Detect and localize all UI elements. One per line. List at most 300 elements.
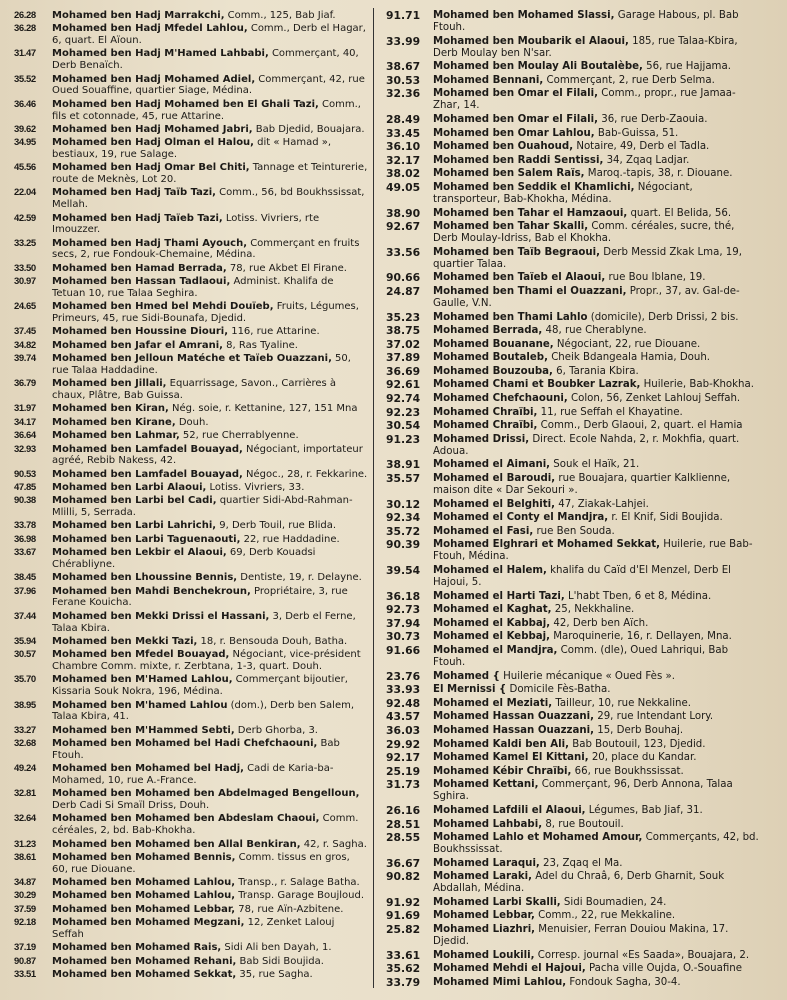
directory-entry <box>386 858 762 870</box>
directory-entry <box>14 534 368 546</box>
entry-name: Mohamed ben Salem Raïs, <box>433 168 585 180</box>
entry-name: Mohamed el Conty el Mandjra, <box>433 512 609 524</box>
entry-name: Mohamed ben Mohamed Rehani, <box>52 955 237 967</box>
phone-number: 38.90 <box>386 206 421 220</box>
directory-entry <box>386 141 762 153</box>
entry-details: Comm. céréales, sucre, thé, Derb Moulay-Idriss, Bab el Khokha. <box>433 221 735 245</box>
entry-text <box>433 312 762 324</box>
phone-number: 92.74 <box>386 392 421 406</box>
entry-text <box>433 631 762 643</box>
phone-number: 91.66 <box>386 643 421 657</box>
entry-text <box>52 674 368 698</box>
directory-entry <box>14 956 368 968</box>
entry-name: Mohamed Elghrari et Mohamed Sekkat, <box>433 539 660 551</box>
directory-entry <box>14 852 368 876</box>
directory-entry <box>386 420 762 432</box>
entry-details: quartier Sidi-Abd-Rahman-Mlilli, 5, Serrada. <box>52 495 353 519</box>
phone-number: 23.76 <box>386 669 421 683</box>
entry-details: Bab Djedid, Bouajara. <box>252 123 365 135</box>
directory-entry <box>386 604 762 616</box>
entry-text <box>433 963 762 975</box>
entry-name: Mohamed el Kabbaj, <box>433 617 551 629</box>
phone-number: 35.62 <box>386 962 421 976</box>
phone-number: 36.69 <box>386 364 421 378</box>
entry-text <box>52 213 368 237</box>
directory-entry <box>14 813 368 837</box>
entry-details: Bab-Guissa, 51. <box>594 127 679 139</box>
directory-entry <box>386 61 762 73</box>
entry-text <box>52 495 368 519</box>
directory-entry <box>386 312 762 324</box>
entry-details: Comm., propr., rue Jamaa-Zhar, 14. <box>433 88 736 112</box>
entry-text <box>52 99 368 123</box>
entry-text <box>433 434 762 458</box>
entry-name: Mohamed ben Omar el Filali, <box>433 113 598 125</box>
entry-details: Comm., Derb el Hagar, 6, quart. El Aïoun. <box>52 23 366 47</box>
entry-name: Mohamed ben Jelloun Matéche et Taïeb Ouazzani, <box>52 353 332 365</box>
directory-entry <box>14 788 368 812</box>
entry-name: Mohamed ben Jillali, <box>52 378 167 390</box>
entry-name: Mohamed ben Hadj Mohamed ben El Ghali Tazi, <box>52 98 319 110</box>
entry-text <box>52 547 368 571</box>
directory-entry <box>14 877 368 889</box>
entry-details: 66, rue Boukhssissat. <box>571 765 684 777</box>
entry-details: 22, rue Haddadine. <box>240 533 340 545</box>
directory-entry <box>14 649 368 673</box>
entry-name: El Mernissi { <box>433 684 507 696</box>
phone-number: 24.87 <box>386 284 421 298</box>
directory-entry <box>386 512 762 524</box>
entry-name: Mohamed Loukili, <box>433 949 535 961</box>
right-column <box>386 10 762 990</box>
entry-text <box>52 10 368 22</box>
entry-name: Mohamed ben Larbi bel Cadi, <box>52 495 217 507</box>
entry-text <box>52 48 368 72</box>
directory-entry <box>14 263 368 275</box>
entry-details: Domicile Fès-Batha. <box>506 684 611 696</box>
phone-number: 90.66 <box>386 271 421 285</box>
directory-entry <box>386 473 762 497</box>
entry-name: Mohamed el Halem, <box>433 565 547 576</box>
entry-details: 29, rue Intendant Lory. <box>593 711 714 723</box>
phone-number: 90.87 <box>14 955 36 967</box>
phone-number: 39.62 <box>14 123 36 135</box>
directory-entry <box>386 10 762 34</box>
directory-entry <box>386 325 762 337</box>
directory-entry <box>14 572 368 584</box>
phone-number: 32.36 <box>386 87 421 101</box>
entry-text <box>52 162 368 186</box>
entry-details: 8, Ras Tyaline. <box>222 339 298 351</box>
entry-details: 34, Zqaq Ladjar. <box>603 154 690 166</box>
phone-number: 30.12 <box>386 497 421 511</box>
entry-text <box>433 805 762 817</box>
entry-name: Mohamed ben Houssine Diouri, <box>52 326 229 338</box>
entry-details: L'habt Tben, 6 et 8, Médina. <box>564 590 712 602</box>
entry-name: Mohamed ben Hadj M'Hamed Lahbabi, <box>52 48 269 60</box>
phone-number: 33.79 <box>386 975 421 989</box>
phone-number: 45.56 <box>14 162 36 174</box>
entry-text <box>433 539 762 563</box>
entry-details: Cheik Bdangeala Hamia, Douh. <box>547 352 711 364</box>
phone-number: 33.61 <box>386 948 421 962</box>
entry-details: 48, rue Cherablyne. <box>542 325 647 337</box>
phone-number: 32.68 <box>14 738 36 750</box>
entry-text <box>52 725 368 737</box>
phone-number: 34.82 <box>14 339 36 351</box>
entry-text <box>433 910 762 922</box>
entry-text <box>52 839 368 851</box>
entry-details: Lotiss. Vivriers, rte Imouzzer. <box>52 212 320 236</box>
entry-text <box>52 482 368 494</box>
directory-entry <box>386 698 762 710</box>
directory-entry <box>14 495 368 519</box>
directory-entry <box>386 565 762 589</box>
entry-name: Mohamed Mimi Lahlou, <box>433 976 567 988</box>
entry-name: Mohamed ben Hadj Mfedel Lahlou, <box>52 23 248 35</box>
entry-name: Mohamed Hassan Ouazzani, <box>433 724 594 736</box>
entry-text <box>52 263 368 275</box>
phone-number: 34.17 <box>14 416 36 428</box>
phone-number: 36.64 <box>14 430 36 442</box>
entry-name: Mohamed el Meziati, <box>433 697 553 709</box>
entry-text <box>52 187 368 211</box>
entry-name: Mohamed ben Mohamed bel Hadj, <box>52 763 244 775</box>
entry-details: Tailleur, 10, rue Nekkaline. <box>552 697 692 709</box>
directory-entry <box>14 725 368 737</box>
entry-name: Mohamed ben Mohamed Rais, <box>52 942 222 954</box>
entry-details: Bab Ftouh. <box>52 738 340 761</box>
entry-text <box>433 221 762 245</box>
entry-name: Mohamed ben Mohamed ben Abdelmaged Bengelloun, <box>52 788 360 800</box>
entry-details: Maroquinerie, 16, r. Dellayen, Mna. <box>550 631 732 643</box>
entry-text <box>433 155 762 167</box>
directory-entry <box>14 403 368 415</box>
directory-entry <box>14 839 368 851</box>
directory-entry <box>386 182 762 206</box>
entry-text <box>433 366 762 378</box>
entry-details: Fruits, Légumes, Primeurs, 45, rue Sidi-Bounafa, Djedid. <box>52 301 359 325</box>
phone-number: 92.18 <box>14 917 36 929</box>
entry-details: Commerçant, 40, Derb Benaïch. <box>52 48 359 72</box>
entry-name: Mohamed ben Taïb Begraoui, <box>433 246 600 258</box>
directory-entry <box>386 924 762 948</box>
phone-number: 30.97 <box>14 276 36 288</box>
directory-entry <box>386 208 762 220</box>
entry-details: Derb Messid Zkak Lma, 19, quartier Talaa. <box>433 246 743 270</box>
phone-number: 22.04 <box>14 187 36 199</box>
directory-entry <box>14 917 368 941</box>
phone-number: 92.73 <box>386 603 421 617</box>
directory-entry <box>386 977 762 989</box>
directory-entry <box>386 114 762 126</box>
entry-details: 8, rue Boutouil. <box>542 818 624 830</box>
phone-number: 33.50 <box>14 262 36 274</box>
phone-number: 33.93 <box>386 683 421 697</box>
entry-text <box>52 238 368 262</box>
entry-name: Mohamed el Belghiti, <box>433 498 556 510</box>
phone-number: 38.95 <box>14 699 36 711</box>
directory-entry <box>14 904 368 916</box>
entry-text <box>433 725 762 737</box>
phone-number: 92.67 <box>386 220 421 234</box>
entry-text <box>52 586 368 610</box>
entry-text <box>433 684 762 696</box>
directory-entry <box>386 155 762 167</box>
directory-entry <box>14 890 368 902</box>
entry-name: Mohamed ben Hadj Mohamed Adiel, <box>52 73 256 85</box>
entry-text <box>52 469 368 481</box>
entry-name: Mohamed ben Moubarik el Alaoui, <box>433 35 629 47</box>
entry-name: Mohamed Larbi Skalli, <box>433 896 561 908</box>
directory-entry <box>14 469 368 481</box>
entry-details: Pacha ville Oujda, O.-Souafine <box>585 963 743 975</box>
entry-details: 52, rue Cherrablyenne. <box>179 430 299 442</box>
entry-name: Mohamed ben Mohamed ben Allal Benkiran, <box>52 838 301 850</box>
entry-name: Mohamed el Baroudi, <box>433 473 556 485</box>
phone-number: 35.94 <box>14 635 36 647</box>
phone-number: 31.97 <box>14 403 36 415</box>
phone-number: 38.45 <box>14 572 36 584</box>
directory-entry <box>14 636 368 648</box>
entry-details: 42, r. Sagha. <box>300 838 367 850</box>
entry-name: Mohamed ben Mfedel Bouayad, <box>52 649 230 661</box>
entry-details: Cadi de Karia-ba-Mohamed, 10, rue A.-France. <box>52 763 334 786</box>
entry-name: Mohamed ben Mohamed Sekkat, <box>52 968 237 980</box>
entry-name: Mohamed ben Mohamed Lebbar, <box>52 903 236 915</box>
directory-entry <box>14 763 368 787</box>
directory-entry <box>386 168 762 180</box>
entry-text <box>52 353 368 377</box>
entry-details: Commerçant, 42, rue Oued Souaffine, quartier Siage, Médina. <box>52 73 365 97</box>
entry-details: Comm., 22, rue Mekkaline. <box>534 910 676 922</box>
entry-text <box>433 420 762 432</box>
entry-details: Nég. soie, r. Kettanine, 127, 151 Mna <box>168 403 358 415</box>
directory-entry <box>386 499 762 511</box>
phone-number: 90.39 <box>386 538 421 552</box>
directory-entry <box>386 671 762 683</box>
entry-text <box>433 272 762 284</box>
phone-number: 31.23 <box>14 838 36 850</box>
phone-number: 91.92 <box>386 895 421 909</box>
entry-text <box>52 813 368 837</box>
entry-text <box>433 871 762 895</box>
directory-entry <box>386 88 762 112</box>
entry-text <box>433 247 762 271</box>
entry-text <box>52 124 368 136</box>
phone-number: 37.59 <box>14 903 36 915</box>
entry-details: Comm. céréales, 2, bd. Bab-Khokha. <box>52 813 359 837</box>
phone-number: 33.25 <box>14 237 36 249</box>
directory-entry <box>14 520 368 532</box>
entry-details: (dom.), Derb ben Salem, Talaa Kbira, 41. <box>52 699 355 723</box>
entry-name: Mohamed el Fasi, <box>433 525 534 537</box>
entry-name: Mohamed ben Seddik el Khamlichi, <box>433 181 635 193</box>
entry-text <box>433 671 762 683</box>
entry-text <box>52 23 368 47</box>
directory-entry <box>386 459 762 471</box>
directory-entry <box>386 752 762 764</box>
entry-name: Mohamed Lahlo et Mohamed Amour, <box>433 832 643 844</box>
entry-details: Négociant, 22, rue Diouane. <box>553 338 701 350</box>
entry-name: Mohamed ben Larbi Lahrichi, <box>52 520 217 532</box>
directory-entry <box>14 340 368 352</box>
directory-entry <box>386 950 762 962</box>
entry-details: Transp. Garage Boujloud. <box>235 890 365 902</box>
entry-text <box>52 340 368 352</box>
entry-details: Huilerie mécanique « Oued Fès ». <box>499 670 675 682</box>
phone-number: 91.69 <box>386 909 421 923</box>
entry-text <box>433 114 762 126</box>
entry-text <box>433 499 762 511</box>
directory-entry <box>386 711 762 723</box>
entry-text <box>433 379 762 391</box>
entry-details: Souk el Haïk, 21. <box>550 459 640 471</box>
entry-name: Mohamed el Aimani, <box>433 459 551 471</box>
phone-number: 35.23 <box>386 310 421 324</box>
phone-number: 30.57 <box>14 649 36 661</box>
entry-details: Derb Ghorba, 3. <box>234 724 318 736</box>
entry-details: 3, Derb el Ferne, Talaa Kbira. <box>52 610 356 634</box>
phone-number: 28.55 <box>386 831 421 845</box>
phone-number: 25.19 <box>386 764 421 778</box>
entry-details: Lotiss. Vivriers, 33. <box>206 481 305 493</box>
directory-entry <box>14 137 368 161</box>
phone-number: 36.10 <box>386 140 421 154</box>
entry-text <box>433 182 762 206</box>
phone-number: 37.94 <box>386 616 421 630</box>
entry-text <box>433 352 762 364</box>
directory-entry <box>386 766 762 778</box>
phone-number: 31.73 <box>386 778 421 792</box>
entry-details: 185, rue Talaa-Kbira, Derb Moulay ben N'sar. <box>433 35 738 59</box>
entry-details: (domicile), Derb Drissi, 2 bis. <box>587 311 739 323</box>
directory-entry <box>14 213 368 237</box>
directory-entry <box>386 539 762 563</box>
entry-name: Mohamed ben Hassan Tadlaoui, <box>52 276 231 288</box>
entry-details: Notaire, 49, Derb el Tadla. <box>573 141 710 153</box>
directory-entry <box>386 272 762 284</box>
phone-number: 33.27 <box>14 724 36 736</box>
entry-details: 69, Derb Kouadsi Chérabliyne. <box>52 547 316 570</box>
entry-text <box>433 924 762 948</box>
phone-number: 37.89 <box>386 351 421 365</box>
directory-entry <box>386 819 762 831</box>
entry-details: 78, rue Akbet El Firane. <box>226 262 347 274</box>
entry-name: Mohamed ben Mohamed Lahlou, <box>52 890 236 902</box>
entry-text <box>433 698 762 710</box>
entry-name: Mohamed ben Thami el Ouazzani, <box>433 285 627 297</box>
entry-text <box>52 378 368 402</box>
entry-name: Mohamed ben Tahar el Hamzaoui, <box>433 207 628 219</box>
entry-name: Mohamed Lahbabi, <box>433 818 543 830</box>
entry-details: 50, rue Talaa Haddadine. <box>52 353 351 376</box>
phone-number: 36.79 <box>14 378 36 390</box>
directory-entry <box>386 910 762 922</box>
entry-details: Comm., fils et cotonnade, 45, rue Attarine. <box>52 98 361 122</box>
entry-text <box>52 877 368 889</box>
entry-text <box>433 393 762 405</box>
entry-name: Mohamed ben Hadj Marrakchi, <box>52 10 225 21</box>
directory-entry <box>386 832 762 856</box>
entry-details: 23, Zqaq el Ma. <box>539 857 623 869</box>
directory-entry <box>14 942 368 954</box>
phone-number: 38.75 <box>386 324 421 338</box>
phone-number: 35.57 <box>386 472 421 486</box>
entry-details: Derb Cadi Si Smaïl Driss, Douh. <box>52 800 210 812</box>
directory-entry <box>386 75 762 87</box>
entry-name: Mohamed Drissi, <box>433 433 530 445</box>
phone-number: 37.45 <box>14 326 36 338</box>
phone-number: 49.05 <box>386 180 421 194</box>
entry-details: 12, Zenket Lalouj Seffah <box>52 917 335 940</box>
phone-number: 91.71 <box>386 9 421 22</box>
entry-text <box>433 168 762 180</box>
entry-name: Mohamed Liazhri, <box>433 924 536 936</box>
entry-details: Légumes, Bab Jiaf, 31. <box>585 804 703 816</box>
phone-number: 36.98 <box>14 533 36 545</box>
entry-details: Dentiste, 19, r. Delayne. <box>237 572 362 584</box>
entry-name: Mohamed ben Raddi Sentissi, <box>433 154 604 166</box>
directory-entry <box>386 407 762 419</box>
entry-name: Mohamed ben M'hamed Lahlou <box>52 699 228 711</box>
entry-details: Equarrissage, Savon., Carrières à chaux, Plâtre, Bab Guissa. <box>52 378 337 402</box>
phone-number: 38.67 <box>386 60 421 74</box>
entry-text <box>52 852 368 876</box>
phone-number: 47.85 <box>14 481 36 493</box>
directory-entry <box>14 547 368 571</box>
entry-name: Mohamed ben Larbi Taguenaouti, <box>52 533 241 545</box>
phone-number: 25.82 <box>386 923 421 937</box>
phone-number: 33.45 <box>386 126 421 140</box>
phone-number: 37.44 <box>14 610 36 622</box>
phone-number: 37.02 <box>386 337 421 351</box>
entry-name: Mohamed ben Mohamed bel Hadi Chefchaouni, <box>52 738 318 750</box>
directory-entry <box>386 366 762 378</box>
phone-number: 36.67 <box>386 856 421 870</box>
directory-entry <box>386 339 762 351</box>
entry-name: Mohamed ben Hadj Omar Bel Chiti, <box>52 162 250 174</box>
phone-number: 38.61 <box>14 851 36 863</box>
directory-entry <box>386 897 762 909</box>
phone-number: 42.59 <box>14 212 36 224</box>
directory-entry <box>386 645 762 669</box>
phone-number: 29.92 <box>386 737 421 751</box>
phone-number: 33.56 <box>386 245 421 259</box>
entry-text <box>52 738 368 762</box>
entry-name: Mohamed Hassan Ouazzani, <box>433 711 594 723</box>
entry-text <box>433 10 762 34</box>
directory-entry <box>14 23 368 47</box>
phone-number: 39.54 <box>386 564 421 577</box>
entry-text <box>433 339 762 351</box>
entry-text <box>433 752 762 764</box>
entry-name: Mohamed Bennani, <box>433 74 544 86</box>
entry-name: Mohamed Kébir Chraïbi, <box>433 765 572 777</box>
directory-entry <box>386 739 762 751</box>
phone-number: 35.72 <box>386 524 421 538</box>
entry-text <box>433 858 762 870</box>
entry-name: Mohamed ben Mohamed Slassi, <box>433 10 615 21</box>
entry-text <box>433 766 762 778</box>
entry-name: Mohamed ben Lamfadel Bouayad, <box>52 443 243 455</box>
directory-entry <box>14 353 368 377</box>
column-divider <box>373 8 374 988</box>
directory-entry <box>386 591 762 603</box>
directory-entry <box>386 434 762 458</box>
left-column <box>14 10 368 982</box>
entry-name: Mohamed Chraïbi, <box>433 406 538 418</box>
